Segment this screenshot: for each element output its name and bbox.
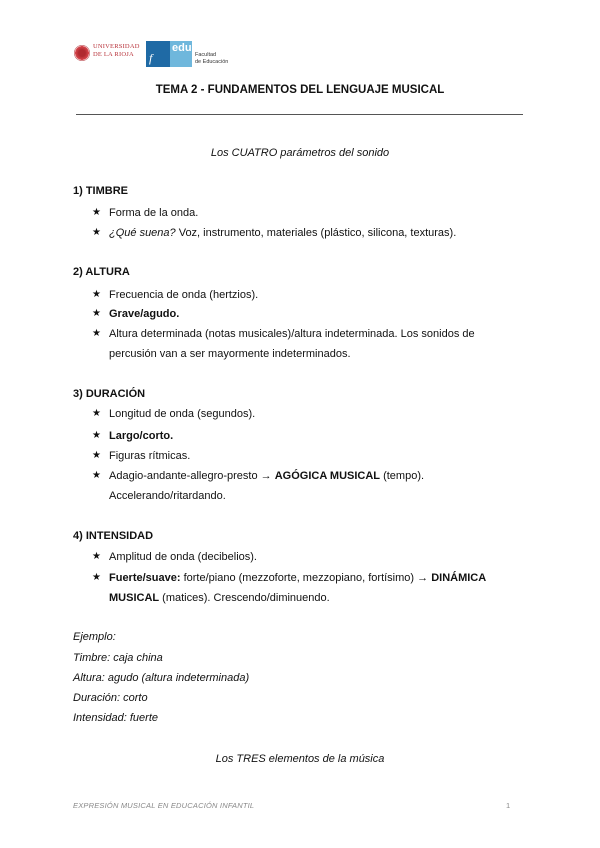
faculty-logo-block: [146, 41, 170, 67]
star-bullet-icon: ★: [92, 227, 101, 238]
example-timbre: Timbre: caja china: [73, 652, 163, 664]
intro-heading: Los CUATRO parámetros del sonido: [210, 147, 390, 159]
star-bullet-icon: ★: [92, 289, 101, 300]
section-heading-altura: 2) ALTURA: [73, 266, 130, 278]
university-seal-icon: [74, 45, 90, 61]
elements-heading: Los TRES elementos de la música: [215, 753, 385, 765]
star-bullet-icon: ★: [92, 408, 101, 419]
star-bullet-icon: ★: [92, 551, 101, 562]
star-bullet-icon: ★: [92, 450, 101, 461]
title-divider: [76, 114, 523, 115]
example-altura: Altura: agudo (altura indeterminada): [73, 672, 250, 684]
example-duracion: Duración: corto: [73, 692, 148, 704]
university-logo: [74, 43, 142, 65]
faculty-name: Facultad de Educación: [195, 52, 229, 65]
star-bullet-icon: ★: [92, 470, 101, 481]
faculty-logo-text: edu: [172, 42, 192, 54]
section-heading-intensidad: 4) INTENSIDAD: [73, 530, 154, 542]
document-title: TEMA 2 - FUNDAMENTOS DEL LENGUAJE MUSICAL: [155, 84, 445, 96]
section-heading-duracion: 3) DURACIÓN: [73, 388, 146, 400]
star-bullet-icon: ★: [92, 572, 101, 583]
header-logos: [74, 41, 244, 67]
star-bullet-icon: ★: [92, 430, 101, 441]
star-bullet-icon: ★: [92, 207, 101, 218]
star-bullet-icon: ★: [92, 308, 101, 319]
example-label: Ejemplo:: [73, 631, 116, 643]
section-heading-timbre: 1) TIMBRE: [73, 185, 128, 197]
university-name: UNIVERSIDAD DE LA RIOJA: [93, 43, 140, 58]
example-intensidad: Intensidad: fuerte: [73, 712, 159, 724]
page-number: 1: [506, 801, 511, 810]
footer-course-name: EXPRESIÓN MUSICAL EN EDUCACIÓN INFANTIL: [73, 801, 255, 810]
faculty-logo-f: f: [149, 51, 153, 65]
star-bullet-icon: ★: [92, 328, 101, 339]
